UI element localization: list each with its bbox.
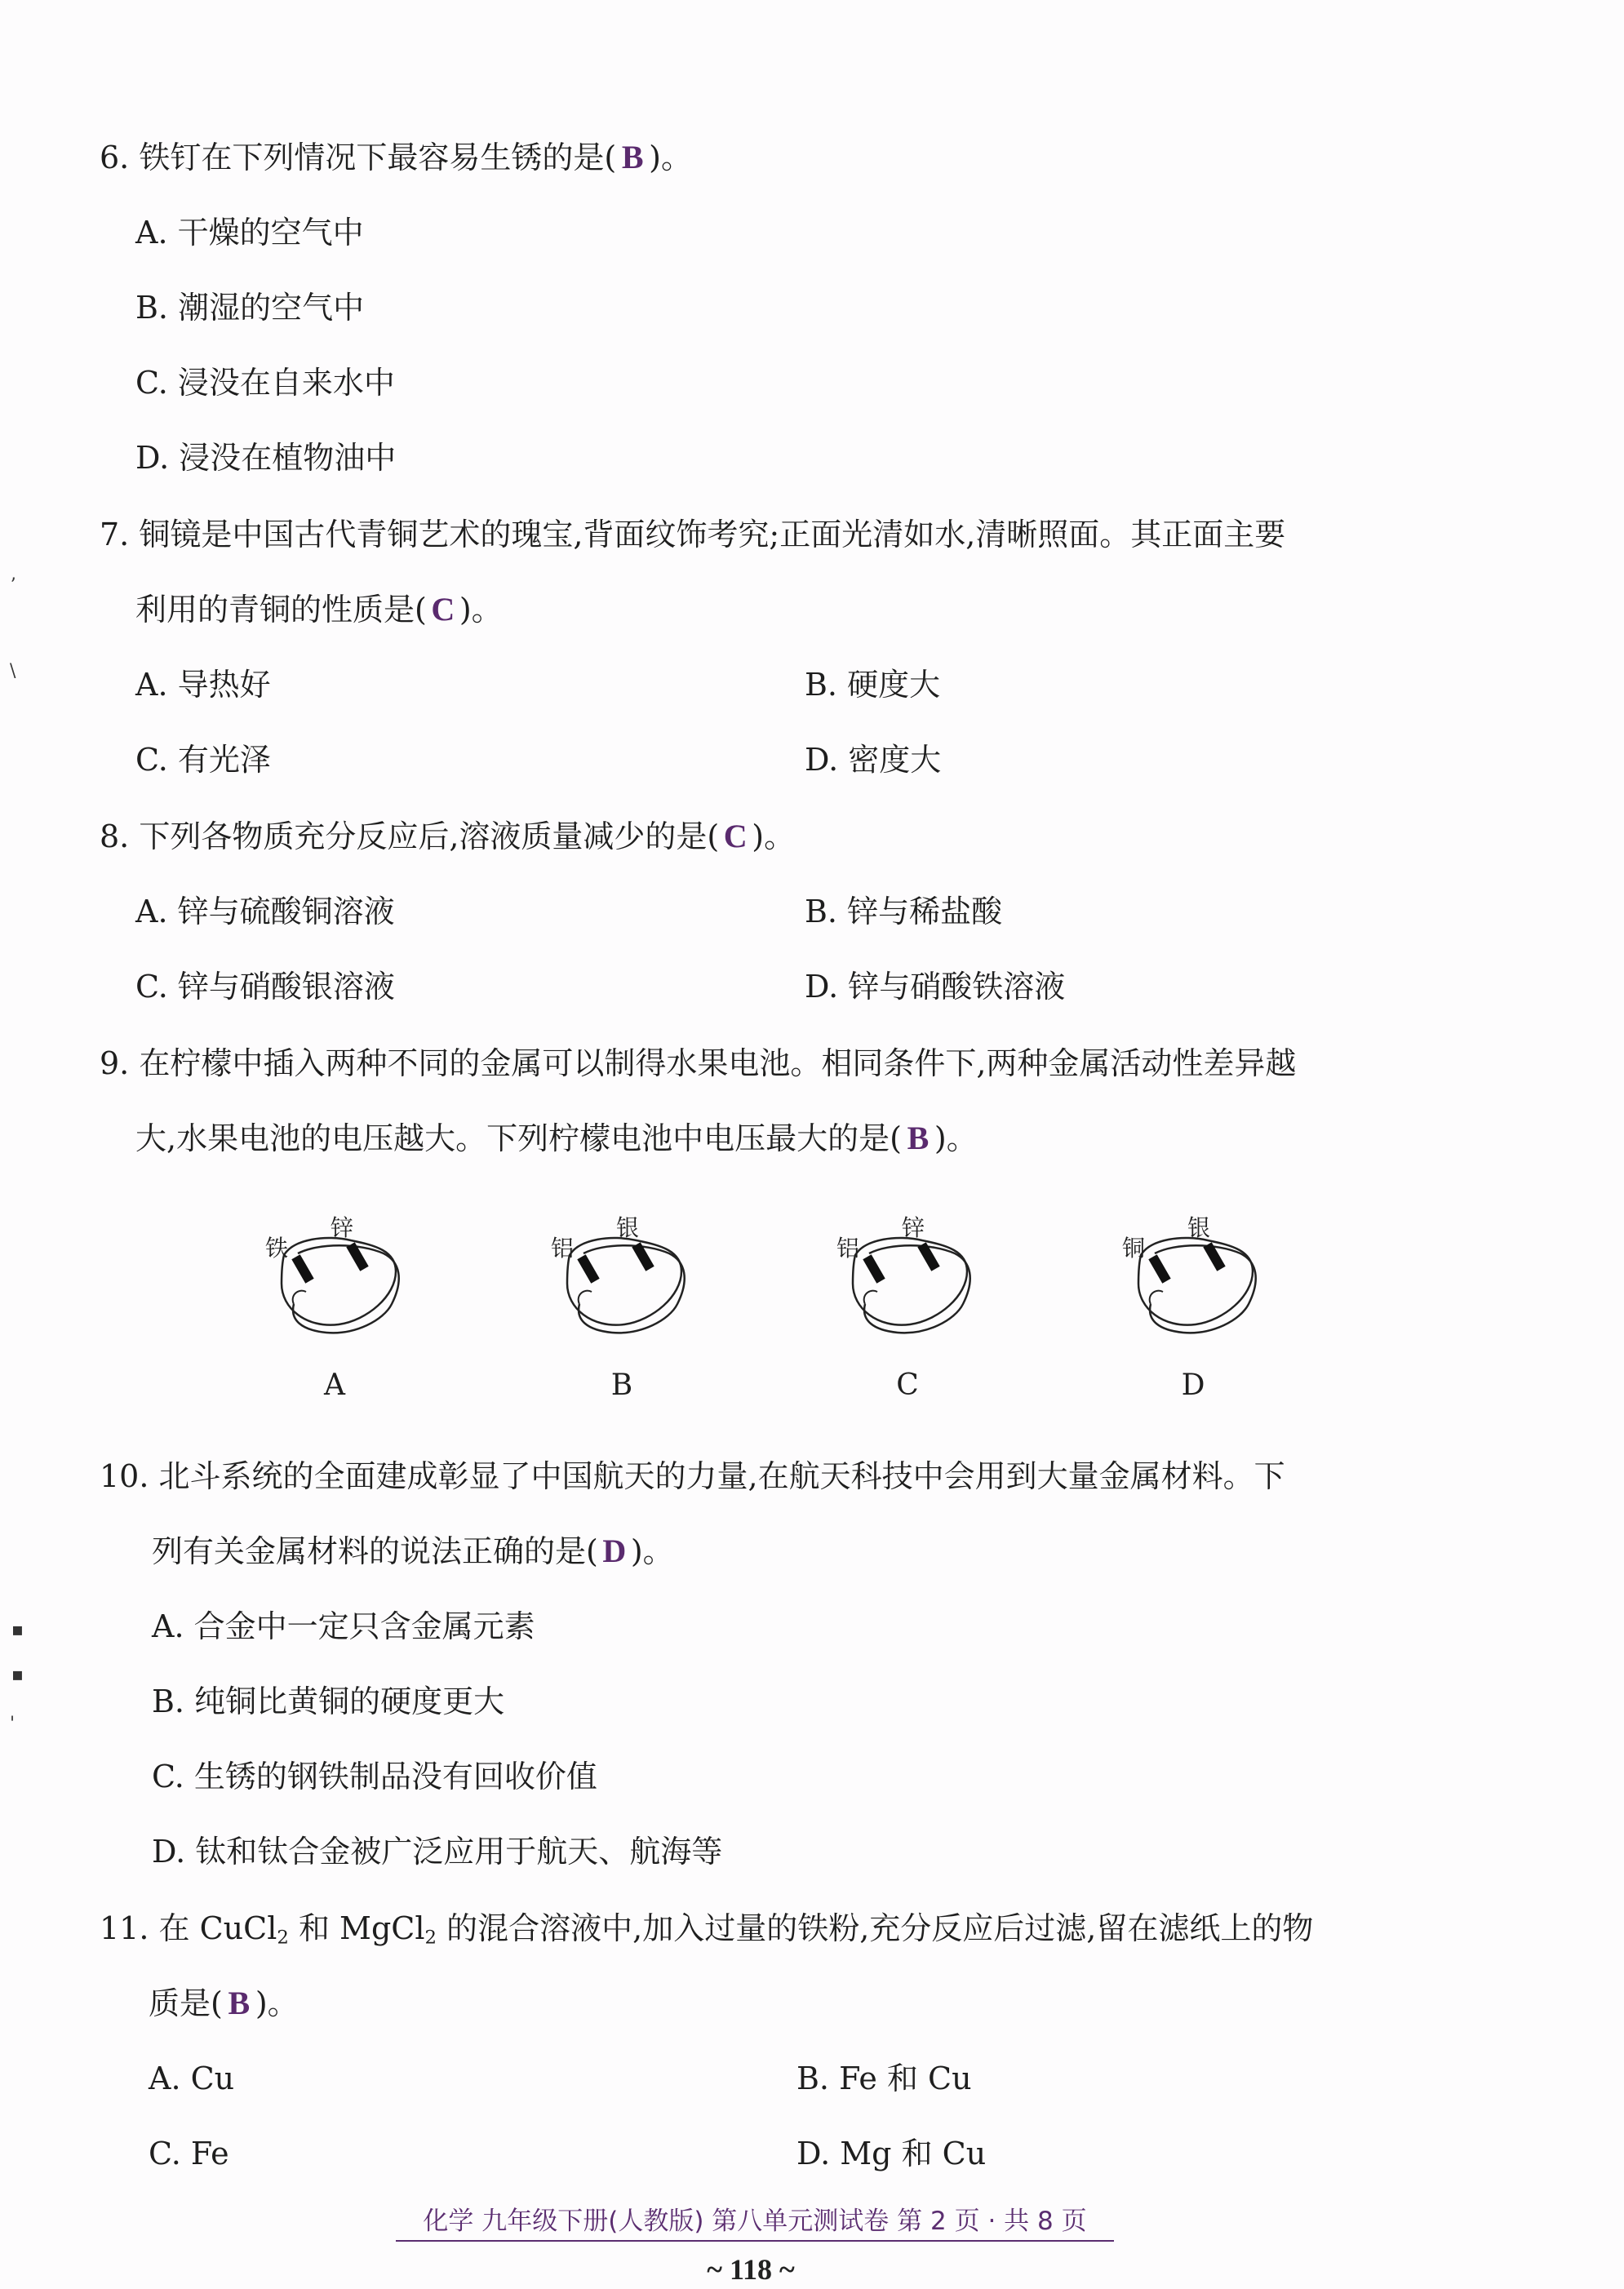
metal-label: 铁	[265, 1235, 289, 1262]
question-text: 利用的青铜的性质是(	[135, 592, 427, 628]
page-footer: 化学 九年级下册(人教版) 第八单元测试卷 第 2 页 · 共 8 页	[396, 2200, 1114, 2242]
answer-mark: B	[228, 1985, 251, 2021]
question-7-stem	[135, 591, 503, 628]
metal-label: 银	[1187, 1214, 1211, 1241]
margin-mark: \	[10, 661, 16, 681]
option: C. Fe	[149, 2136, 229, 2171]
question-9-stem	[135, 1120, 978, 1157]
question-text: 8. 下列各物质充分反应后,溶液质量减少的是(	[100, 818, 720, 854]
figure-label: C	[896, 1369, 919, 1402]
metal-label: 铝	[551, 1235, 575, 1262]
figure-label: A	[324, 1369, 345, 1402]
subscript: 2	[424, 1927, 437, 1949]
option: C. 浸没在自来水中	[135, 365, 395, 401]
option: A. 导热好	[135, 667, 271, 703]
option: A. Cu	[149, 2061, 235, 2096]
option: D. 密度大	[805, 742, 942, 778]
question-11-line1	[100, 1910, 1313, 1957]
margin-mark: ▪	[11, 1620, 24, 1640]
metal-label: 铜	[1122, 1235, 1146, 1262]
question-11-stem	[149, 1985, 299, 2022]
question-6-stem	[100, 139, 692, 176]
question-text: 的混合溶液中,加入过量的铁粉,充分反应后过滤,留在滤纸上的物	[437, 1910, 1314, 1946]
answer-mark: C	[431, 591, 455, 628]
margin-mark: '	[10, 1714, 16, 1734]
page-number: ~ 118 ~	[707, 2253, 795, 2286]
option: A. 干燥的空气中	[135, 215, 364, 251]
question-text: 质是(	[149, 1985, 223, 2021]
subscript: 2	[277, 1927, 289, 1949]
question-10-line1: 10. 北斗系统的全面建成彰显了中国航天的力量,在航天科技中会用到大量金属材料。下	[100, 1458, 1285, 1494]
metal-label: 锌	[331, 1214, 354, 1241]
question-8-stem	[100, 818, 795, 855]
question-text: )。	[934, 1120, 978, 1156]
lemon-battery-figure-c	[832, 1206, 996, 1353]
metal-label: 铝	[836, 1235, 860, 1262]
question-text: 大,水果电池的电压越大。下列柠檬电池中电压最大的是(	[135, 1120, 902, 1156]
lemon-battery-figure-a	[261, 1206, 424, 1353]
option: D. 锌与硝酸铁溶液	[805, 969, 1066, 1005]
option: B. 硬度大	[805, 667, 941, 703]
question-10-stem	[152, 1533, 674, 1570]
option: B. 纯铜比黄铜的硬度更大	[152, 1683, 505, 1719]
question-text: 11. 在 CuCl	[100, 1910, 277, 1946]
answer-mark: D	[602, 1533, 627, 1569]
margin-mark: ʼ	[10, 575, 16, 596]
figure-label: B	[610, 1369, 633, 1402]
option: B. 潮湿的空气中	[135, 290, 365, 326]
option: A. 合金中一定只含金属元素	[152, 1608, 535, 1644]
option: C. 锌与硝酸银溶液	[135, 969, 395, 1005]
answer-mark: C	[723, 818, 748, 854]
question-text: 和 MgCl	[288, 1910, 425, 1946]
option: D. Mg 和 Cu	[796, 2136, 987, 2171]
question-9-line1: 9. 在柠檬中插入两种不同的金属可以制得水果电池。相同条件下,两种金属活动性差异越	[100, 1045, 1297, 1081]
option: D. 钛和钛合金被广泛应用于航天、航海等	[152, 1834, 723, 1870]
option: C. 有光泽	[135, 742, 271, 778]
question-text: )。	[255, 1985, 299, 2021]
metal-label: 锌	[902, 1214, 925, 1241]
option: B. Fe 和 Cu	[796, 2061, 972, 2096]
metal-label: 银	[616, 1214, 640, 1241]
figure-label: D	[1181, 1369, 1205, 1402]
answer-mark: B	[907, 1120, 930, 1156]
question-text: )。	[752, 818, 796, 854]
option: D. 浸没在植物油中	[135, 440, 397, 476]
margin-mark: ▪	[11, 1665, 24, 1685]
lemon-battery-figure-d	[1118, 1206, 1281, 1353]
question-text: )。	[649, 140, 692, 175]
question-text: 列有关金属材料的说法正确的是(	[152, 1533, 598, 1569]
question-text: )。	[630, 1533, 674, 1569]
option: B. 锌与稀盐酸	[805, 894, 1003, 929]
question-text: 6. 铁钉在下列情况下最容易生锈的是(	[100, 140, 617, 175]
lemon-battery-figure-b	[547, 1206, 710, 1353]
question-text: )。	[459, 592, 503, 628]
option: A. 锌与硫酸铜溶液	[135, 894, 395, 929]
question-7-line1: 7. 铜镜是中国古代青铜艺术的瑰宝,背面纹饰考究;正面光清如水,清晰照面。其正面主要	[100, 517, 1286, 552]
option: C. 生锈的钢铁制品没有回收价值	[152, 1759, 597, 1794]
answer-mark: B	[621, 139, 644, 175]
